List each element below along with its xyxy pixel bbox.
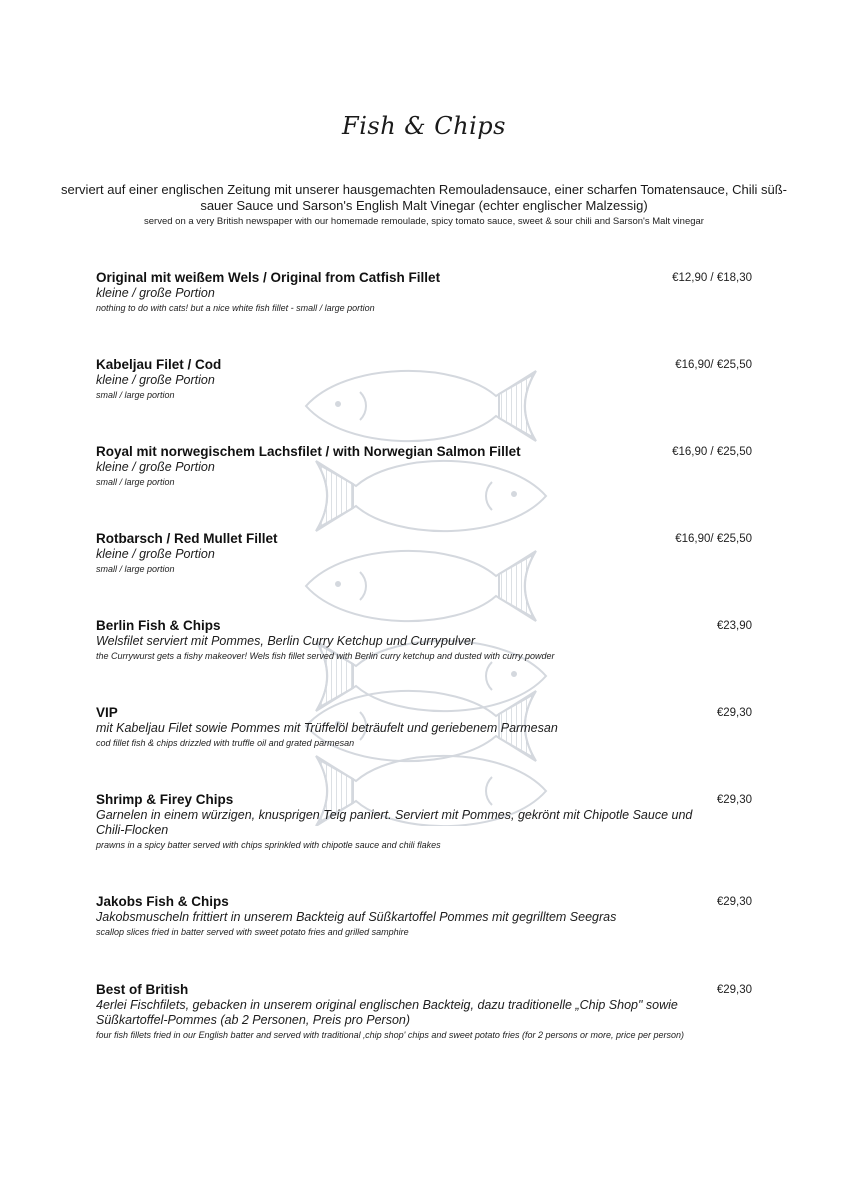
item-name: Jakobs Fish & Chips bbox=[96, 894, 229, 909]
menu-item bbox=[96, 617, 756, 662]
item-description-de: kleine / große Portion bbox=[96, 286, 215, 300]
item-description-de: Garnelen in einem würzigen, knusprigen Teig paniert. Serviert mit Pommes, gekrönt mit Chipotle Sauce und Chili-Flocken bbox=[96, 808, 693, 837]
item-name: Royal mit norwegischem Lachsfilet / with Norwegian Salmon Fillet bbox=[96, 444, 521, 459]
item-description-de: kleine / große Portion bbox=[96, 547, 215, 561]
item-description-en: cod fillet fish & chips drizzled with truffle oil and grated parmesan bbox=[96, 738, 355, 748]
item-description-de: Welsfilet serviert mit Pommes, Berlin Curry Ketchup und Currypulver bbox=[96, 634, 476, 648]
item-description-en: four fish fillets fried in our English batter and served with traditional ‚chip shop' chips and sweet potato fries (for 2 persons or more, price per person) bbox=[96, 1030, 685, 1040]
item-description-de: Jakobsmuscheln frittiert in unserem Backteig auf Süßkartoffel Pommes mit gegrilltem Seegras bbox=[96, 910, 617, 924]
item-price: €29,30 bbox=[716, 794, 752, 806]
item-description-en: small / large portion bbox=[96, 390, 175, 400]
item-price: €23,90 bbox=[716, 620, 752, 632]
item-description-en: nothing to do with cats! but a nice white fish fillet - small / large portion bbox=[96, 303, 375, 313]
menu-item bbox=[96, 443, 756, 488]
item-price: €29,30 bbox=[716, 984, 752, 996]
item-price: €29,30 bbox=[716, 896, 752, 908]
item-description-en: small / large portion bbox=[96, 477, 175, 487]
item-price: €16,90/ €25,50 bbox=[675, 533, 752, 545]
item-description-en: small / large portion bbox=[96, 564, 175, 574]
menu-item bbox=[96, 791, 756, 851]
item-name: Berlin Fish & Chips bbox=[96, 618, 221, 633]
item-name: VIP bbox=[96, 705, 118, 720]
menu-item bbox=[96, 530, 756, 575]
menu-title: Fish & Chips bbox=[342, 112, 506, 140]
item-description-en: scallop slices fried in batter served with sweet potato fries and grilled samphire bbox=[96, 927, 409, 937]
menu-item bbox=[96, 356, 756, 401]
intro-english: served on a very British newspaper with our homemade remoulade, spicy tomato sauce, sweet & sour chili and Sarson's Malt vinegar bbox=[144, 216, 704, 227]
item-description-de: kleine / große Portion bbox=[96, 460, 215, 474]
menu-item bbox=[96, 704, 756, 749]
fish-watermark-icon bbox=[296, 366, 556, 826]
item-price: €12,90 / €18,30 bbox=[672, 272, 752, 284]
item-price: €29,30 bbox=[716, 707, 752, 719]
item-name: Best of British bbox=[96, 982, 189, 997]
item-name: Shrimp & Firey Chips bbox=[96, 792, 234, 807]
item-description-de: 4erlei Fischfilets, gebacken in unserem original englischen Backteig, dazu traditionelle „Chip Shop" sowie Süßkartoffel-Pommes (ab 2 Personen, Preis pro Person) bbox=[96, 998, 678, 1027]
item-name: Rotbarsch / Red Mullet Fillet bbox=[96, 531, 278, 546]
item-name: Kabeljau Filet / Cod bbox=[96, 357, 222, 372]
menu-intro bbox=[60, 182, 788, 228]
menu-item bbox=[96, 893, 756, 938]
item-name: Original mit weißem Wels / Original from Catfish Fillet bbox=[96, 270, 441, 285]
item-description-de: mit Kabeljau Filet sowie Pommes mit Trüffelöl beträufelt und geriebenem Parmesan bbox=[96, 721, 558, 735]
item-price: €16,90 / €25,50 bbox=[672, 446, 752, 458]
item-description-en: the Currywurst gets a fishy makeover! Wels fish fillet served with Berlin curry ketchup and dusted with curry powder bbox=[96, 651, 555, 661]
item-price: €16,90/ €25,50 bbox=[675, 359, 752, 371]
item-description-en: prawns in a spicy batter served with chips sprinkled with chipotle sauce and chili flakes bbox=[96, 840, 441, 850]
intro-german: serviert auf einer englischen Zeitung mit unserer hausgemachten Remouladensauce, einer scharfen Tomatensauce, Chili süß-sauer Sauce und Sarson's English Malt Vinegar (echter englischer Malzessig) bbox=[61, 182, 787, 213]
menu-item bbox=[96, 269, 756, 314]
menu-item bbox=[96, 981, 756, 1041]
item-description-de: kleine / große Portion bbox=[96, 373, 215, 387]
